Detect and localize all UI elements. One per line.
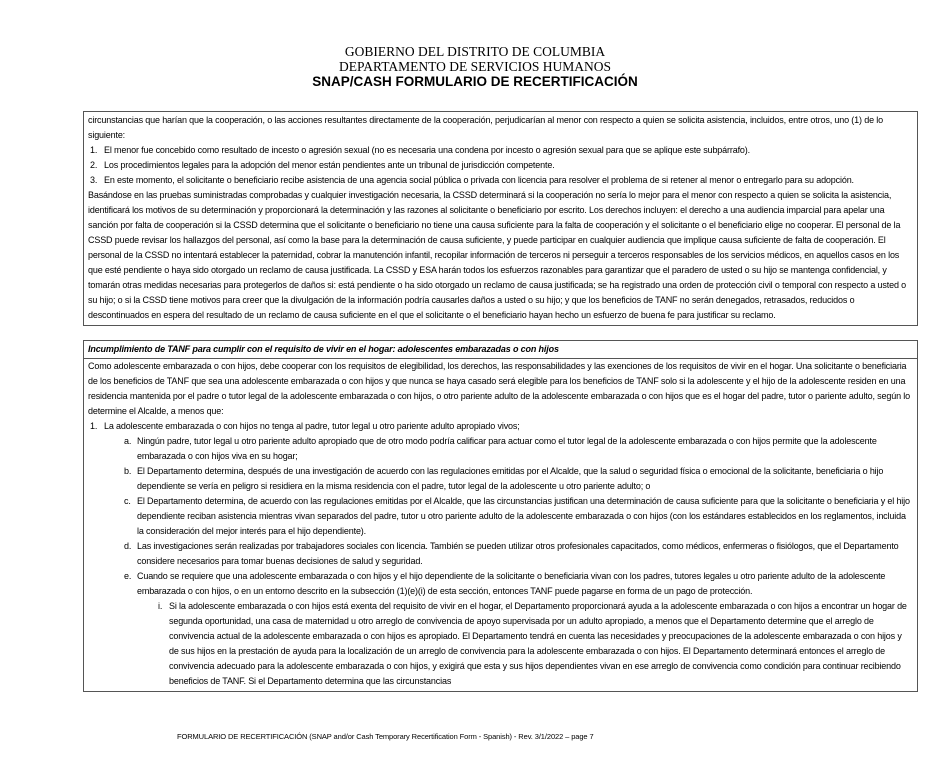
sub-list-item [88,569,913,599]
list-item-text: La adolescente embarazada o con hijos no tenga al padre, tutor legal u otro pariente adulto apropiado vivos; [104,421,520,431]
sub-list-item [88,434,913,464]
document-header [0,44,950,90]
list-item-text: El Departamento determina, después de una investigación de acuerdo con las regulaciones emitidas por el Alcalde, que la salud o seguridad física o emocional de la solicitante, beneficiaria o hijo dependiente se vería en peligro si residiera en la misma residencia con el padre, tutor legal de la adolescente u otro pariente adulto; o [137,466,884,491]
list-item [88,173,913,188]
list-item-text: El Departamento determina, de acuerdo con las regulaciones emitidas por el Alcalde, que las circunstancias justifican una determinación de causa suficiente para que la solicitante o beneficiaria y el hijo dependiente reciban asistencia mientras vivan separados del padre, tutor u otro pariente adulto de la adolescente embarazada o con hijos (con los estándares establecidos en los reglamentos, incluida la consideración del mejor interés para el hijo dependiente). [137,496,910,536]
header-line-department: DEPARTAMENTO DE SERVICIOS HUMANOS [339,59,611,74]
list-item-text: Si la adolescente embarazada o con hijos está exenta del requisito de vivir en el hogar, el Departamento proporcionará ayuda a la adolescente embarazada o con hijos a encontrar un hogar de segunda oportunidad, una casa de maternidad u otro arreglo de convivencia de apoyo supervisada por un adulto apropiado, a menos que el Departamento determine que el arreglo de convivencia actual de la adolescente embarazada o con hijos es apropiado. El Departamento tendrá en cuenta las necesidades y preocupaciones de la adolescente embarazada o con hijos y de sus hijos en la prestación de ayuda para la localización de un arreglo de convivencia para la adolescente embarazada o con hijos. El Departamento determinará entonces el arreglo de convivencia adecuado para la adolescente embarazada o con hijos, y exigirá que esta y sus hijos dependientes vivan en ese arreglo de convivencia como condición para continuar recibiendo beneficios de TANF. Si el Departamento determina que las circunstancias [169,601,907,686]
list-marker: 2. [90,160,98,170]
section-intro: circunstancias que harían que la cooperación, o las acciones resultantes directamente de la cooperación, perjudicarían al menor con respecto a quien se solicita asistencia, incluidos, entre otros, uno (1) de lo siguiente: [88,115,883,140]
sub-sub-list-item [88,599,913,689]
list-marker: b. [124,466,132,476]
sub-list-item [88,539,913,569]
list-item-text: Las investigaciones serán realizadas por trabajadores sociales con licencia. También se pueden utilizar otros profesionales capacitados, como médicos, enfermeras o fisiólogos, que el Departamento considere necesarios para tomar buenas decisiones de salud y seguridad. [137,541,899,566]
list-item-text: Los procedimientos legales para la adopción del menor están pendientes ante un tribunal de jurisdicción competente. [104,160,555,170]
section-title: Incumplimiento de TANF para cumplir con el requisito de vivir en el hogar: adolescentes embarazadas o con hijos [84,341,917,359]
list-item [88,419,913,434]
exceptions-list [88,419,913,689]
list-marker: 1. [90,145,98,155]
list-marker: e. [124,571,132,581]
header-line-government: GOBIERNO DEL DISTRITO DE COLUMBIA [344,44,606,59]
list-marker: 1. [90,421,98,431]
list-marker: a. [124,436,132,446]
sub-list-item [88,494,913,539]
form-title: SNAP/CASH FORMULARIO DE RECERTIFICACIÓN [312,74,638,89]
list-item [88,158,913,173]
list-marker: 3. [90,175,98,185]
list-item-text: Cuando se requiere que una adolescente embarazada o con hijos y el hijo dependiente de la solicitante o beneficiaria vivan con los padres, tutores legales u otro pariente adulto de la adolescente embarazada o con hijos, o en un entorno descrito en la subsección (1)(e)(i) de esta sección, entonces TANF puede pagarse en forma de un pago de protección. [137,571,886,596]
list-item-text: El menor fue concebido como resultado de incesto o agresión sexual (no es necesaria una condena por incesto o agresión sexual para que se aplique este subpárrafo). [104,145,750,155]
list-item-text: Ningún padre, tutor legal u otro pariente adulto apropiado que de otro modo podría calificar para actuar como el tutor legal de la adolescente embarazada o con hijos permite que la adolescente embarazada o con hijos viva en su hogar; [137,436,877,461]
good-cause-section [83,111,918,326]
list-marker: i. [158,601,163,611]
cssd-determination-paragraph: Basándose en las pruebas suministradas comprobadas y cualquier investigación necesaria, la CSSD determinará si la cooperación no sería lo mejor para el menor con respecto a quien se solicita la asistencia, identificará los motivos de su determinación y proporcionará la determinación y las razones al solicitante o beneficiario por escrito. Los derechos incluyen: el derecho a una audiencia imparcial para apelar una sanción por falta de cooperación si la CSSD determina que el solicitante o beneficiario no tiene una causa suficiente para la falta de cooperación y el solicitante o el beneficiario elige no cooperar. El personal de la CSSD puede revisar los hallazgos del personal, así como la base para la determinación de causa suficiente, y puede participar en cualquier audiencia que implique causa suficiente de falta de cooperación. El personal de la CSSD no intentará establecer la paternidad, cobrar la manutención infantil, recopilar información de terceros ni perseguir a terceros responsables de los servicios médicos, en aquellos casos en los que esté pendiente o haya sido otorgado un reclamo de causa justificada. La CSSD y ESA harán todos los esfuerzos razonables para garantizar que el paradero de usted o su hijo se mantenga confidencial, y tomarán otras medidas necesarias para protegerlos de daños si: está pendiente o ha sido otorgado un reclamo de causa justificada; se ha registrado una orden de protección civil o temporal con respecto a usted o su hijo; o si la CSSD tiene motivos para creer que la divulgación de la información podría causarles daños a usted o su hijo; y que los beneficios de TANF no serán denegados, retrasados, reducidos o descontinuados en espera del resultado de un reclamo de causa suficiente en el que el solicitante o el beneficiario hayan hecho un esfuerzo de buena fe para justificar su reclamo. [88,190,907,320]
section-intro: Como adolescente embarazada o con hijos, debe cooperar con los requisitos de elegibilidad, los derechos, las responsabilidades y las exenciones de los requisitos de vivir en el hogar. Una solicitante o beneficiaria de los beneficios de TANF que sea una adolescente embarazada o con hijos y que nunca se haya casado será elegible para los beneficios de TANF solo si la adolescente y el hijo de la adolescente residen en una residencia mantenida por el padre o tutor legal de la adolescente embarazada o con hijos, o otro pariente adulto de la adolescente embarazada o con hijos que es el hogar del padre, tutor o pariente adulto, según lo determine el Alcalde, a menos que: [88,361,910,416]
list-marker: c. [124,496,131,506]
circumstances-list [88,143,913,188]
page-footer: FORMULARIO DE RECERTIFICACIÓN (SNAP and/or Cash Temporary Recertification Form - Spanish) - Rev. 3/1/2022 – page 7 [177,732,594,741]
list-item-text: En este momento, el solicitante o beneficiario recibe asistencia de una agencia social pública o privada con licencia para resolver el problema de si retener al menor o entregarlo para su adopción. [104,175,854,185]
teen-parent-section [83,340,918,692]
list-item [88,143,913,158]
sub-list-item [88,464,913,494]
list-marker: d. [124,541,132,551]
